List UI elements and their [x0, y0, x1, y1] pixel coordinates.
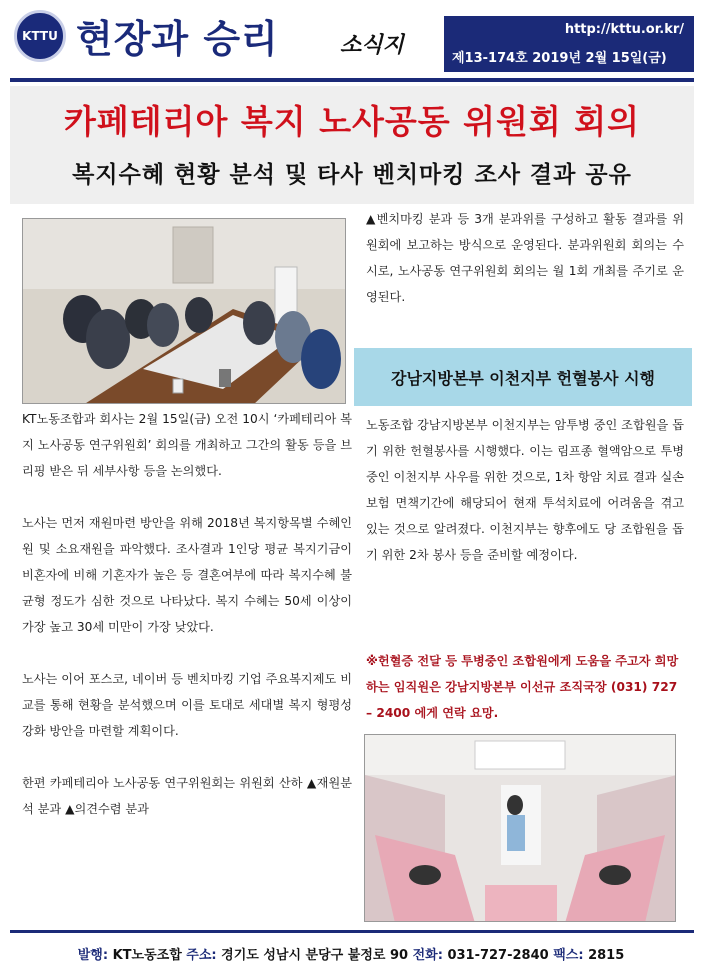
- masthead-info-box: [444, 16, 694, 72]
- contact-notice: ※헌혈증 전달 등 투병중인 조합원에게 도움을 주고자 희망하는 임직원은 강남지방본부 이선규 조직국장 (031) 727 – 2400 에게 연락 요망.: [366, 654, 679, 720]
- logo-text: KTTU: [22, 29, 58, 43]
- footer: [0, 944, 702, 963]
- headline: 카페테리아 복지 노사공동 위원회 회의: [63, 102, 640, 141]
- right-column: [362, 206, 692, 924]
- headline-box: [10, 86, 694, 204]
- issue-date: 제13-174호 2019년 2월 15일(금): [452, 51, 667, 66]
- phone: 031-727-2840: [447, 948, 549, 963]
- section-title: 강남지방본부 이천지부 헌혈봉사 시행: [354, 348, 692, 406]
- website-link[interactable]: http://kttu.or.kr/: [564, 22, 684, 37]
- address: 경기도 성남시 분당구 불정로 90: [221, 948, 409, 963]
- fax-label: 팩스:: [553, 948, 584, 963]
- newsletter-title: 현장과 승리: [76, 16, 279, 61]
- article-continuation: ▲벤치마킹 분과 등 3개 분과위를 구성하고 활동 결과를 위원회에 보고하는 방식으로 운영된다. 분과위원회 회의는 수시로, 노사공동 연구위원회 회의는 월 1회 개최를 주기로 운영된다.: [366, 212, 684, 304]
- newsletter-subtitle: 소식지: [340, 33, 404, 58]
- bottom-divider: [10, 930, 694, 933]
- phone-label: 전화:: [412, 948, 443, 963]
- article-paragraph: 한편 카페테리아 노사공동 연구위원회는 위원회 산하 ▲재원분석 분과 ▲의견수렴 분과: [22, 776, 352, 816]
- kttu-logo: [14, 10, 66, 62]
- publisher-label: 발행:: [77, 948, 109, 963]
- article-paragraph: 노사는 이어 포스코, 네이버 등 벤치마킹 기업 주요복지제도 비교를 통해 현황을 분석했으며 이를 토대로 세대별 복지 형평성 강화 방안을 마련할 계획이다.: [22, 672, 352, 738]
- top-divider: [10, 78, 694, 82]
- meeting-photo: [22, 218, 346, 404]
- left-column: [14, 206, 354, 924]
- blood-donation-photo: [364, 734, 676, 922]
- article-body: [22, 406, 352, 822]
- blood-donation-photo-image: [365, 735, 676, 922]
- address-label: 주소:: [186, 948, 217, 963]
- article-paragraph: 노사는 먼저 재원마련 방안을 위해 2018년 복지항목별 수혜인원 및 소요재원을 파악했다. 조사결과 1인당 평균 복지기금이 비혼자에 비해 기혼자가 높은 등 결혼여부에 따라 복지수혜 불균형 정도가 심한 것으로 나타났다. 복지 수혜는 50세 이상이 가장 높고 30세 미만이 가장 낮았다.: [22, 516, 352, 634]
- article-paragraph: KT노동조합과 회사는 2월 15일(금) 오전 10시 ‘카페테리아 복지 노사공동 연구위원회’ 회의를 개최하고 그간의 활동 등을 브리핑 받은 뒤 세부사항 등을 논의했다.: [22, 412, 352, 478]
- meeting-photo-image: [23, 219, 346, 404]
- fax: 2815: [588, 948, 625, 963]
- section-body: 노동조합 강남지방본부 이천지부는 암투병 중인 조합원을 돕기 위한 헌혈봉사를 시행했다. 이는 림프종 혈액암으로 투병 중인 이천지부 사우를 위한 것으로, 1차 항암 치료 결과 실손보험 면책기간에 해당되어 현재 투석치료에 어려움을 겪고 있는 것으로 알려졌다. 이천지부는 향후에도 당 조합원을 돕기 위한 2차 봉사 등을 준비할 예정이다.: [366, 418, 684, 562]
- publisher: KT노동조합: [112, 948, 182, 963]
- subheadline: 복지수혜 현황 분석 및 타사 벤치마킹 조사 결과 공유: [72, 162, 632, 188]
- masthead: [0, 0, 702, 78]
